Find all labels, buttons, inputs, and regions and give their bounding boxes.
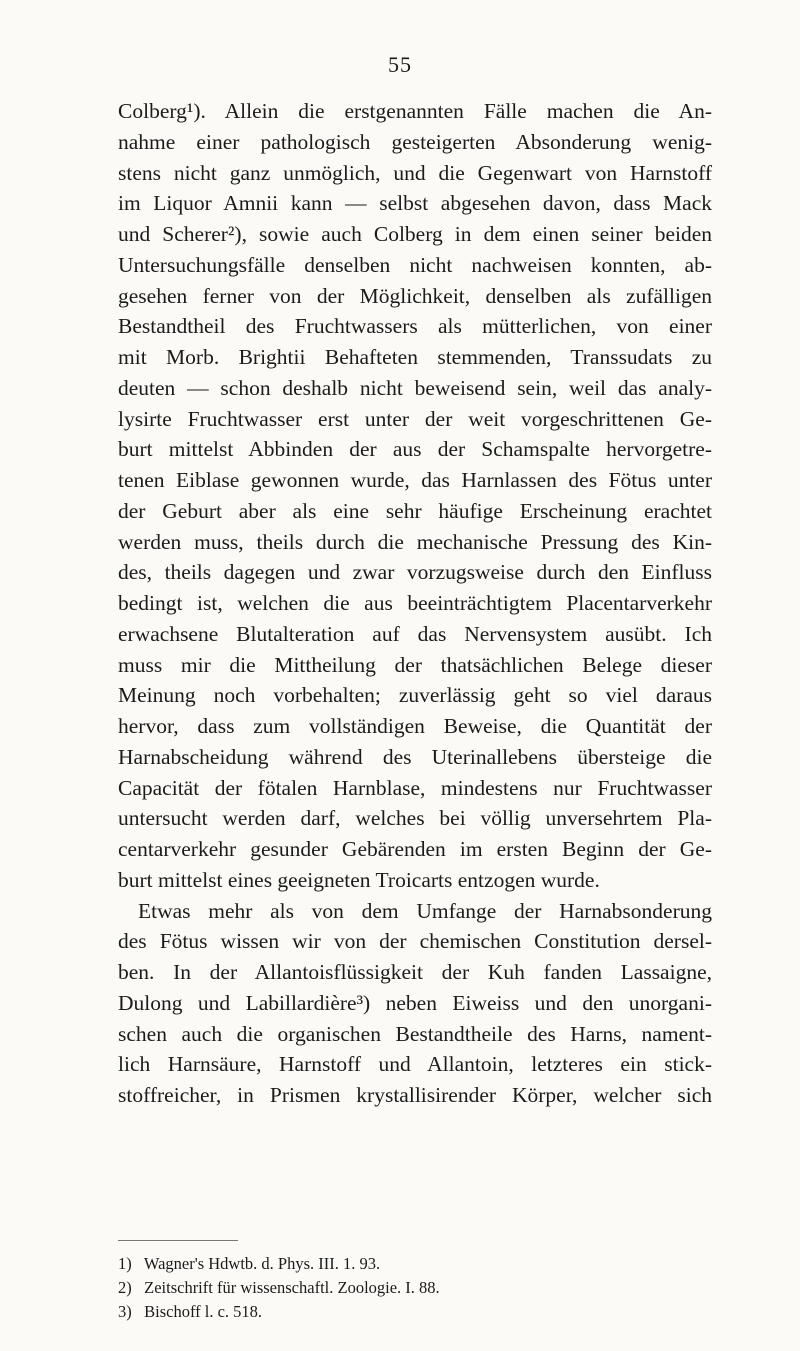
text-line: erwachsene Blutalteration auf das Nervensystem ausübt. Ich [118, 621, 712, 646]
text-line: tenen Eiblase gewonnen wurde, das Harnlassen des Fötus unter [118, 468, 712, 492]
footnote-mark: 1) [118, 1254, 132, 1273]
text-line: burt mittelst Abbinden der aus der Schamspalte hervorgetre- [118, 437, 712, 462]
text-line: werden muss, theils durch die mechanische Pressung des Kin- [118, 529, 712, 554]
text-line: Meinung noch vorbehalten; zuverlässig geht so viel daraus [118, 683, 712, 708]
text-line: Colberg¹). Allein die erstgenannten Fälle machen die An- [118, 99, 712, 123]
footnote-text: Bischoff l. c. 518. [144, 1302, 263, 1321]
text-line: des, theils dagegen und zwar vorzugsweise durch den Einfluss [118, 560, 712, 585]
text-line: Capacität der fötalen Harnblase, mindestens nur Fruchtwasser [118, 775, 712, 800]
page-number: 55 [388, 52, 412, 77]
text-line: lysirte Fruchtwasser erst unter der weit vorgeschrittenen Ge- [118, 406, 712, 431]
text-line: lich Harnsäure, Harnstoff und Allantoin, letzteres ein stick- [118, 1052, 712, 1077]
text-line: des Fötus wissen wir von der chemischen Constitution dersel- [118, 929, 712, 954]
text-line: stoffreicher, in Prismen krystallisirender Körper, welcher sich [118, 1083, 712, 1107]
footnote-divider [118, 1240, 238, 1241]
text-line: nahme einer pathologisch gesteigerten Absonderung wenig- [118, 129, 712, 154]
text-line: schen auch die organischen Bestandtheile des Harns, nament- [118, 1021, 712, 1046]
text-line: Bestandtheil des Fruchtwassers als mütterlichen, von einer [118, 314, 712, 339]
text-line: hervor, dass zum vollständigen Beweise, die Quantität der [118, 714, 712, 738]
text-line: stens nicht ganz unmöglich, und die Gegenwart von Harnstoff [118, 160, 712, 185]
text-line: im Liquor Amnii kann — selbst abgesehen davon, dass Mack [118, 191, 712, 216]
footnote [118, 1300, 718, 1324]
body-text [118, 96, 712, 1111]
text-line: burt mittelst eines geeigneten Troicarts entzogen wurde. [118, 867, 600, 892]
text-line: mit Morb. Brightii Behafteten stemmenden, Transsudats zu [118, 345, 712, 369]
text-line: der Geburt aber als eine sehr häufige Erscheinung erachtet [118, 498, 712, 523]
text-line: Untersuchungsfälle denselben nicht nachweisen konnten, ab- [118, 252, 712, 277]
footnote-text: Wagner's Hdwtb. d. Phys. III. 1. 93. [143, 1254, 381, 1273]
text-line: ben. In der Allantoisflüssigkeit der Kuh fanden Lassaigne, [118, 960, 712, 984]
text-line: muss mir die Mittheilung der thatsächlichen Belege dieser [118, 652, 712, 677]
text-line: gesehen ferner von der Möglichkeit, denselben als zufälligen [118, 283, 712, 308]
text-line: deuten — schon deshalb nicht beweisend sein, weil das analy- [118, 375, 712, 400]
footnote-mark: 2) [118, 1278, 132, 1297]
text-line: centarverkehr gesunder Gebärenden im ersten Beginn der Ge- [118, 837, 712, 861]
footnote [118, 1276, 718, 1300]
text-line: Dulong und Labillardière³) neben Eiweiss und den unorgani- [118, 990, 712, 1015]
footnote-mark: 3) [118, 1302, 132, 1321]
text-line: und Scherer²), sowie auch Colberg in dem einen seiner beiden [118, 222, 712, 246]
footnote [118, 1252, 718, 1276]
text-line: bedingt ist, welchen die aus beeinträchtigtem Placentarverkehr [118, 591, 712, 615]
text-line: untersucht werden darf, welches bei völlig unversehrtem Pla- [118, 806, 712, 831]
text-line: Etwas mehr als von dem Umfange der Harnabsonderung [138, 898, 712, 923]
text-line: Harnabscheidung während des Uterinallebens übersteige die [118, 744, 712, 769]
footnotes [118, 1252, 718, 1324]
footnote-text: Zeitschrift für wissenschaftl. Zoologie. I. 88. [144, 1278, 440, 1297]
